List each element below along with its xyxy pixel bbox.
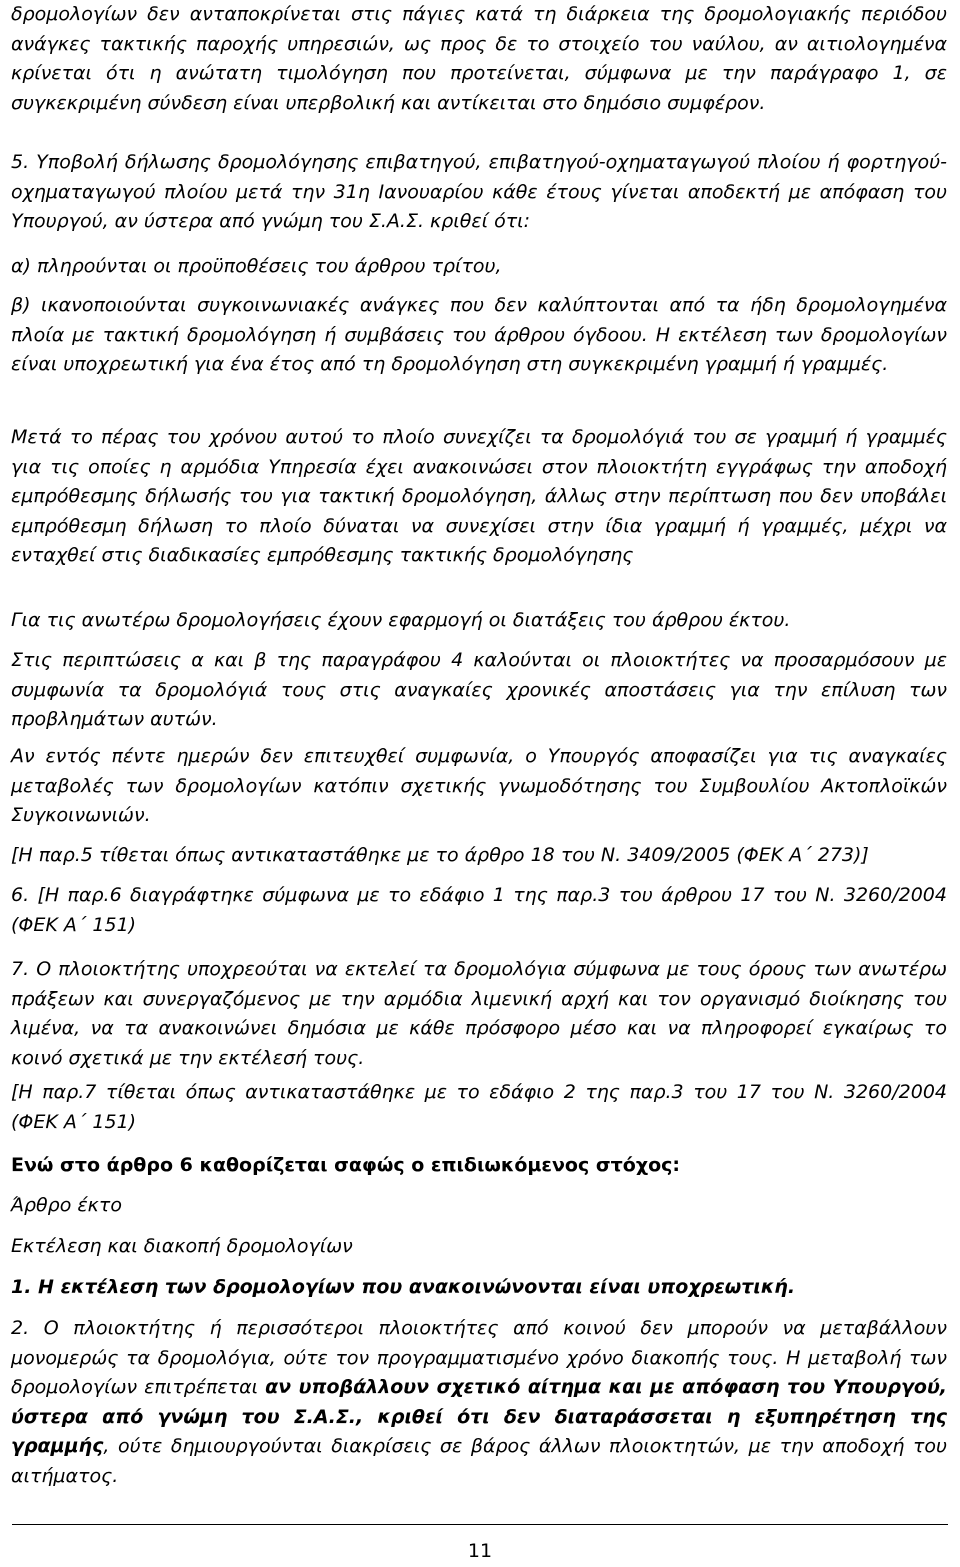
paragraph-note-par5: [Η παρ.5 τίθεται όπως αντικαταστάθηκε με το άρθρο 18 του Ν. 3409/2005 (ΦΕΚ Α΄ 273)] xyxy=(11,844,869,866)
footer-divider xyxy=(12,1524,948,1525)
paragraph-condition-b: β) ικανοποιούνται συγκοινωνιακές ανάγκες που δεν καλύπτονται από τα ήδη δρομολογημένα πλοία με τακτική δρομολόγηση ή συμβάσεις του άρθρου όγδοου. Η εκτέλεση των δρομολογίων είναι υποχρεωτική για ένα έτος από τη δρομολόγηση στη συγκεκριμένη γραμμή ή γραμμές. xyxy=(11,294,947,375)
heading-article-6-goal: Ενώ στο άρθρο 6 καθορίζεται σαφώς ο επιδιωκόμενος στόχος: xyxy=(11,1154,680,1176)
page-number: 11 xyxy=(467,1540,493,1562)
article-paragraph-2-emphasis: αν υποβάλλουν σχετικό αίτημα και με απόφαση του Υπουργού, ύστερα από γνώμη του Σ.Α.Σ., κριθεί ότι δεν διαταράσσεται η εξυπηρέτηση της γραμμής xyxy=(11,1376,947,1457)
paragraph-applicable-provisions: Για τις ανωτέρω δρομολογήσεις έχουν εφαρμογή οι διατάξεις του άρθρου έκτου. xyxy=(11,609,791,631)
article-paragraph-1: 1. Η εκτέλεση των δρομολογίων που ανακοινώνονται είναι υποχρεωτική. xyxy=(11,1276,796,1298)
article-paragraph-2 xyxy=(11,1314,947,1491)
paragraph-routes-continuation: δρομολογίων δεν ανταποκρίνεται στις πάγιες κατά τη διάρκεια της δρομολογιακής περιόδου ανάγκες τακτικής παροχής υπηρεσιών, ως προς δε το στοιχείο του ναύλου, αν αιτιολογημένα κρίνεται ότι η ανώτατη τιμολόγηση που προτείνεται, σύμφωνα με την παράγραφο 1, σε συγκεκριμένη σύνδεση είναι υπερβολική και αντίκειται στο δημόσιο συμφέρον. xyxy=(11,3,947,114)
article-title: Άρθρο έκτο xyxy=(11,1194,122,1216)
paragraph-6-deleted: 6. [Η παρ.6 διαγράφτηκε σύμφωνα με το εδάφιο 1 της παρ.3 του άρθρου 17 του Ν. 3260/2004 (ΦΕΚ Α΄ 151) xyxy=(11,884,947,936)
paragraph-five-days: Αν εντός πέντε ημερών δεν επιτευχθεί συμφωνία, ο Υπουργός αποφασίζει για τις αναγκαίες μεταβολές των δρομολογίων κατόπιν σχετικής γνωμοδότησης του Συμβουλίου Ακτοπλοϊκών Συγκοινωνιών. xyxy=(11,745,947,826)
article-subtitle: Εκτέλεση και διακοπή δρομολογίων xyxy=(11,1235,353,1257)
paragraph-after-period: Μετά το πέρας του χρόνου αυτού το πλοίο συνεχίζει τα δρομολόγιά του σε γραμμή ή γραμμές για τις οποίες η αρμόδια Υπηρεσία έχει ανακοινώσει στον πλοιοκτήτη εγγράφως την αποδοχή εμπρόθεσμης δήλωσής του για τακτική δρομολόγηση, άλλως στην περίπτωση που δεν υποβάλει εμπρόθεσμη δήλωση το πλοίο δύναται να συνεχίσει στην ίδια γραμμή ή γραμμές, μέχρι να ενταχθεί στις διαδικασίες εμπρόθεσμης τακτικής δρομολόγησης xyxy=(11,426,947,566)
paragraph-5-submission: 5. Υποβολή δήλωσης δρομολόγησης επιβατηγού, επιβατηγού-οχηματαγωγού πλοίου ή φορτηγού-οχηματαγωγού πλοίου μετά την 31η Ιανουαρίου κάθε έτους γίνεται αποδεκτή με απόφαση του Υπουργού, αν ύστερα από γνώμη του Σ.Α.Σ. κριθεί ότι: xyxy=(11,151,947,232)
paragraph-7-owner-obligation: 7. Ο πλοιοκτήτης υποχρεούται να εκτελεί τα δρομολόγια σύμφωνα με τους όρους των ανωτέρω πράξεων και συνεργαζόμενος με την αρμόδια λιμενική αρχή και τον οργανισμό διοίκησης του λιμένα, να τα ανακοινώνει δημόσια με κάθε πρόσφορο μέσο και να πληροφορεί εγκαίρως το κοινό σχετικά με την εκτέλεσή τους. xyxy=(11,958,947,1069)
article-paragraph-2-end: , ούτε δημιουργούνται διακρίσεις σε βάρος άλλων πλοιοκτητών, με την αποδοχή του αιτήματος. xyxy=(11,1435,947,1487)
article-paragraph-2-text: 2. Ο πλοιοκτήτης ή περισσότεροι πλοιοκτήτες από κοινού δεν μπορούν να μεταβάλλουν μονομερώς τα δρομολόγια, ούτε τον προγραμματισμένο χρόνο διακοπής τους. Η μεταβολή των δρομολογίων επιτρέπεται xyxy=(11,1317,947,1398)
paragraph-cases-a-b: Στις περιπτώσεις α και β της παραγράφου 4 καλούνται οι πλοιοκτήτες να προσαρμόσουν με συμφωνία τα δρομολόγιά τους στις αναγκαίες χρονικές αποστάσεις για την επίλυση των προβλημάτων αυτών. xyxy=(11,649,947,730)
paragraph-note-par7: [Η παρ.7 τίθεται όπως αντικαταστάθηκε με το εδάφιο 2 της παρ.3 του 17 του Ν. 3260/2004 (ΦΕΚ Α΄ 151) xyxy=(11,1081,947,1133)
paragraph-condition-a: α) πληρούνται οι προϋποθέσεις του άρθρου τρίτου, xyxy=(11,255,502,277)
